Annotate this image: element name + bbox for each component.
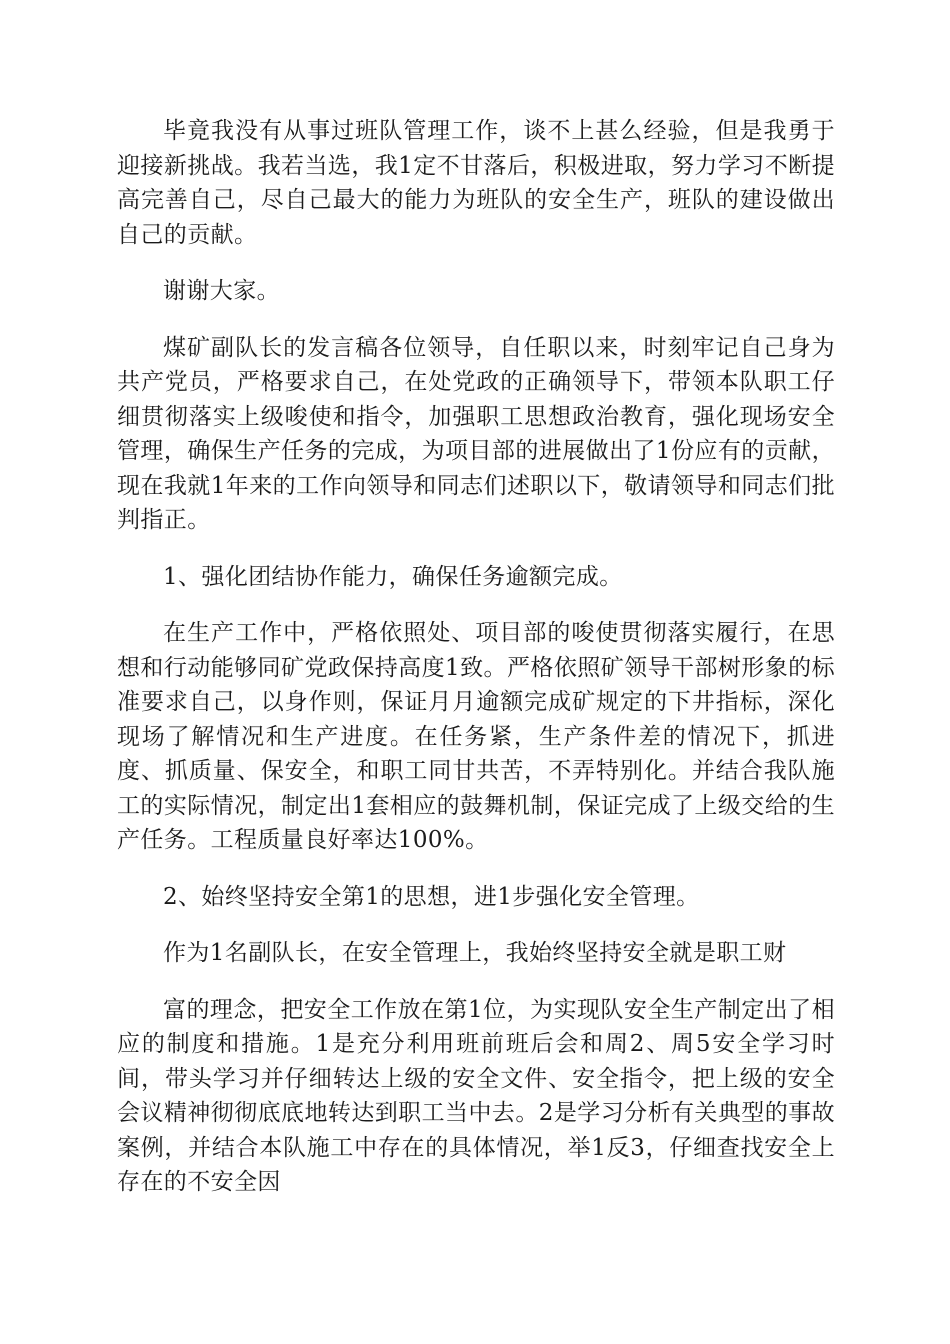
section-heading-2: 2、始终坚持安全第1的思想，进1步强化安全管理。 <box>163 883 700 910</box>
paragraph-production-work: 在生产工作中，严格依照处、项目部的唆使贯彻落实履行，在思想和行动能够同矿党政保持高度1致。严格依照矿领导干部树形象的标准要求自己，以身作则，保证月月逾额完成矿规定的下井指标，深化现场了解情况和生产进度。在任务紧，生产条件差的情况下，抓进度、抓质量、保安全，和职工同甘共苦，不弄特别化。并结合我队施工的实际情况，制定出1套相应的鼓舞机制，保证完成了上级交给的生产任务。工程质量良好率达100%。 <box>117 620 835 853</box>
paragraph-thanks: 谢谢大家。 <box>163 278 280 304</box>
paragraph-safety-measures: 富的理念，把安全工作放在第1位，为实现队安全生产制定出了相应的制度和措施。1是充分利用班前班后会和周2、周5安全学习时间，带头学习并仔细转达上级的安全文件、安全指令，把上级的安全会议精神彻彻底底地转达到职工当中去。2是学习分析有关典型的事故案例，并结合本队施工中存在的具体情况，举1反3，仔细查找安全上存在的不安全因 <box>117 996 835 1195</box>
paragraph-safety-intro: 作为1名副队长，在安全管理上，我始终坚持安全就是职工财 <box>163 940 787 966</box>
document-body <box>117 114 835 1222</box>
paragraph-speech-intro: 煤矿副队长的发言稿各位领导，自任职以来，时刻牢记自己身为共产党员，严格要求自己，在处党政的正确领导下，带领本队职工仔细贯彻落实上级唆使和指令，加强职工思想政治教育，强化现场安全管理，确保生产任务的完成，为项目部的进展做出了1份应有的贡献，现在我就1年来的工作向领导和同志们述职以下，敬请领导和同志们批判指正。 <box>117 334 835 533</box>
paragraph-experience: 毕竟我没有从事过班队管理工作，谈不上甚么经验，但是我勇于迎接新挑战。我若当选，我1定不甘落后，积极进取，努力学习不断提高完善自己，尽自己最大的能力为班队的安全生产，班队的建设做出自己的贡献。 <box>117 118 835 248</box>
section-heading-1: 1、强化团结协作能力，确保任务逾额完成。 <box>163 563 623 590</box>
